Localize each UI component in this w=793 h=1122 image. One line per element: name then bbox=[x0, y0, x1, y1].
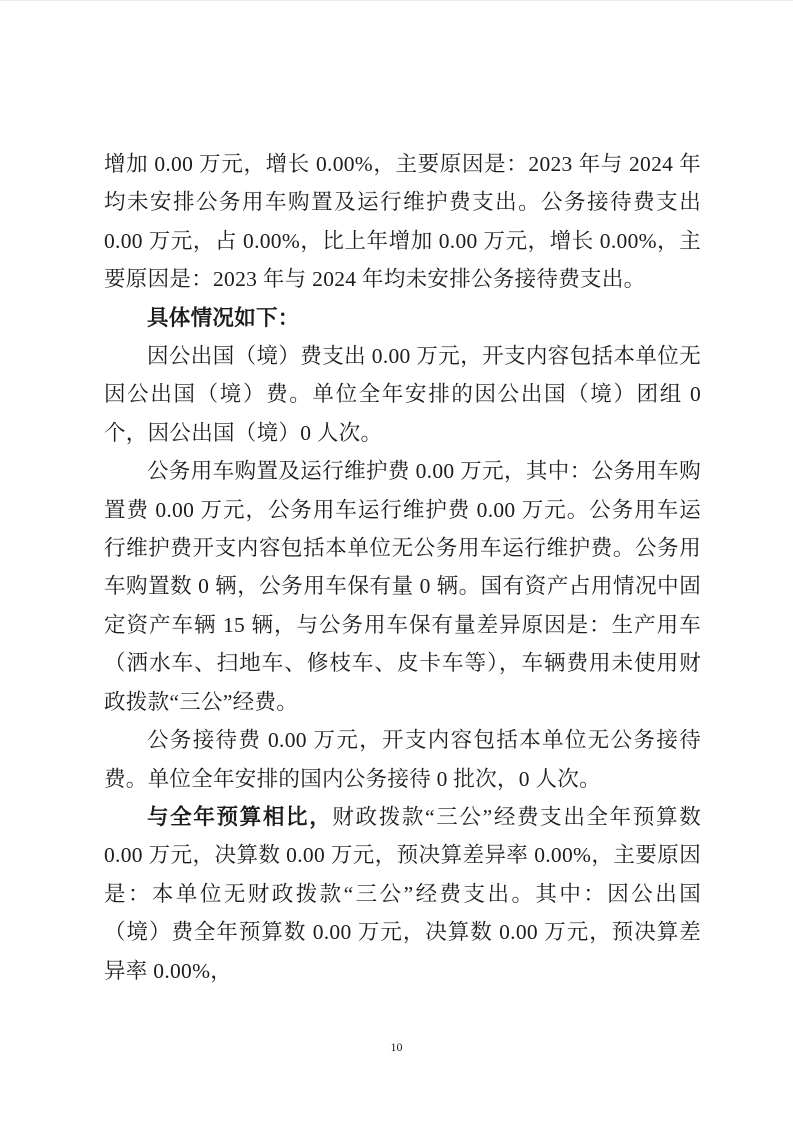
paragraph-continuation bbox=[104, 145, 701, 299]
document-body bbox=[104, 145, 701, 990]
paragraph-text: 增加 0.00 万元，增长 0.00%，主要原因是：2023 年与 2024 年均未安排公务用车购置及运行维护费支出。公务接待费支出 0.00 万元，占 0.00%，比上年增加 0.00 万元，增长 0.00%，主要原因是：2023 年与 2024 年均未安排公务接待费支出。 bbox=[104, 152, 701, 292]
paragraph-heading bbox=[104, 299, 701, 337]
paragraph-vehicle-expense bbox=[104, 452, 701, 721]
paragraph-text: 财政拨款“三公”经费支出全年预算数 0.00 万元，决算数 0.00 万元，预决算差异率 0.00%，主要原因是：本单位无财政拨款“三公”经费支出。其中：因公出国（境）费全年预算数 0.00 万元，决算数 0.00 万元，预决算差异率 0.00%， bbox=[104, 804, 701, 983]
heading-text: 具体情况如下： bbox=[147, 305, 300, 330]
page-number: 10 bbox=[390, 1040, 403, 1054]
paragraph-text: 公务用车购置及运行维护费 0.00 万元，其中：公务用车购置费 0.00 万元，公务用车运行维护费 0.00 万元。公务用车运行维护费开支内容包括本单位无公务用车运行维护费。公务用车购置数 0 辆，公务用车保有量 0 辆。国有资产占用情况中固定资产车辆 15 辆，与公务用车保有量差异原因是：生产用车（洒水车、扫地车、修枝车、皮卡车等），车辆费用未使用财政拨款“三公”经费。 bbox=[104, 459, 701, 714]
paragraph-reception-expense bbox=[104, 721, 701, 798]
paragraph-budget-comparison bbox=[104, 798, 701, 990]
paragraph-text: 因公出国（境）费支出 0.00 万元，开支内容包括本单位无因公出国（境）费。单位全年安排的因公出国（境）团组 0 个，因公出国（境）0 人次。 bbox=[104, 344, 701, 445]
paragraph-text: 公务接待费 0.00 万元，开支内容包括本单位无公务接待费。单位全年安排的国内公务接待 0 批次，0 人次。 bbox=[104, 728, 701, 791]
paragraph-lead-text: 与全年预算相比， bbox=[147, 804, 333, 829]
paragraph-abroad-expense bbox=[104, 337, 701, 452]
